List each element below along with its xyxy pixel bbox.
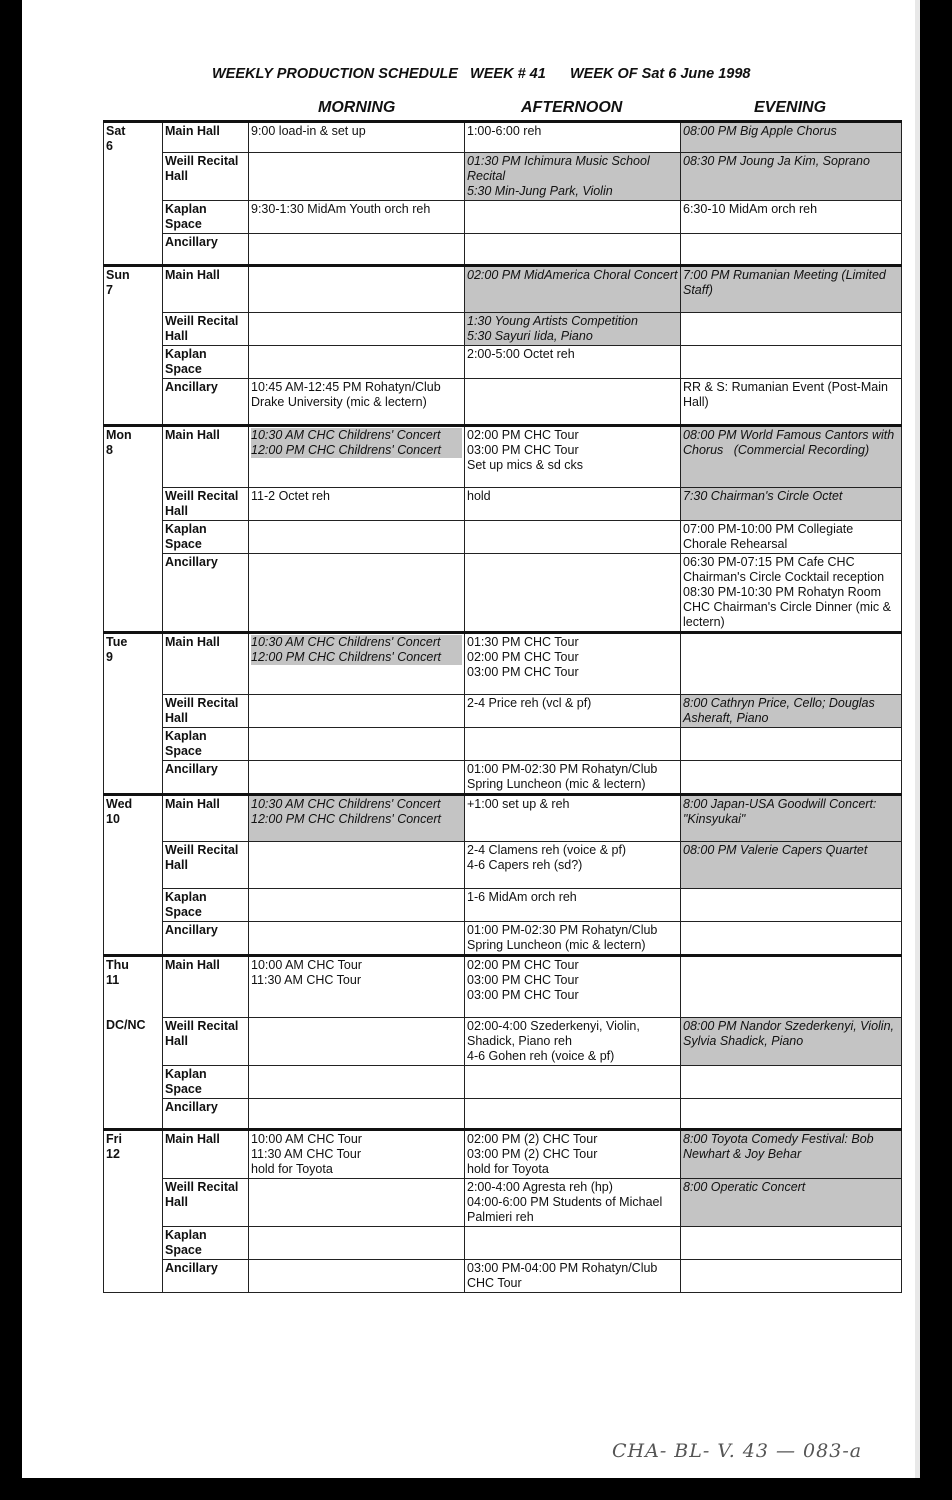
column-header-morning: MORNING bbox=[318, 99, 396, 116]
morning-cell bbox=[249, 266, 465, 313]
schedule-row bbox=[104, 1179, 902, 1227]
venue-label: Ancillary bbox=[163, 761, 249, 795]
event-text: 8:00 Japan-USA Goodwill Concert: "Kinsyukai" bbox=[683, 797, 880, 826]
day-cell bbox=[104, 633, 163, 795]
event-block bbox=[683, 843, 899, 858]
day-label: 11 bbox=[106, 973, 120, 987]
event-block bbox=[683, 555, 899, 630]
morning-cell bbox=[249, 1066, 465, 1099]
schedule-row bbox=[104, 1260, 902, 1293]
event-text: 08:00 PM World Famous Cantors with Chorus (Commercial Recording) bbox=[683, 428, 898, 457]
afternoon-cell bbox=[465, 728, 681, 761]
evening-cell bbox=[681, 346, 902, 379]
venue-label: Main Hall bbox=[163, 633, 249, 695]
day-cell bbox=[104, 122, 163, 266]
event-block bbox=[251, 124, 462, 139]
event-block bbox=[467, 797, 678, 812]
event-block bbox=[467, 1132, 678, 1177]
evening-cell bbox=[681, 1066, 902, 1099]
event-text: 02:00 PM CHC Tour bbox=[467, 958, 579, 972]
event-text: 1:00-6:00 reh bbox=[467, 124, 542, 138]
schedule-row bbox=[104, 426, 902, 488]
event-block bbox=[467, 843, 678, 873]
evening-cell bbox=[681, 266, 902, 313]
evening-cell bbox=[681, 1018, 902, 1066]
venue-label: Kaplan Space bbox=[163, 1227, 249, 1260]
venue-label: Ancillary bbox=[163, 1260, 249, 1293]
evening-cell bbox=[681, 889, 902, 922]
afternoon-cell bbox=[465, 426, 681, 488]
event-text: 03:00 PM (2) CHC Tour bbox=[467, 1147, 598, 1161]
event-text: 10:30 AM CHC Childrens' Concert bbox=[251, 635, 441, 649]
afternoon-cell bbox=[465, 153, 681, 201]
venue-label: Ancillary bbox=[163, 379, 249, 426]
page-edge bbox=[915, 0, 920, 1478]
event-text: hold for Toyota bbox=[467, 1162, 549, 1176]
evening-cell bbox=[681, 695, 902, 728]
afternoon-cell bbox=[465, 1066, 681, 1099]
event-text: 01:30 PM Ichimura Music School Recital bbox=[467, 154, 654, 183]
morning-cell bbox=[249, 1099, 465, 1130]
event-block bbox=[683, 124, 899, 139]
morning-cell bbox=[249, 488, 465, 521]
venue-label: Kaplan Space bbox=[163, 1066, 249, 1099]
event-block bbox=[251, 958, 462, 988]
event-text: hold for Toyota bbox=[251, 1162, 333, 1176]
schedule-row bbox=[104, 795, 902, 842]
schedule-row bbox=[104, 633, 902, 695]
morning-cell bbox=[249, 521, 465, 554]
event-text: hold bbox=[467, 489, 491, 503]
event-text: 06:30 PM-07:15 PM Cafe CHC Chairman's Circle Cocktail reception bbox=[683, 555, 885, 584]
afternoon-cell bbox=[465, 521, 681, 554]
schedule-row bbox=[104, 346, 902, 379]
afternoon-cell bbox=[465, 1018, 681, 1066]
evening-cell bbox=[681, 842, 902, 889]
afternoon-cell bbox=[465, 201, 681, 234]
schedule-row bbox=[104, 1099, 902, 1130]
event-text: 11:30 AM CHC Tour bbox=[251, 973, 362, 987]
event-block bbox=[467, 1180, 678, 1225]
event-block bbox=[467, 1019, 678, 1064]
event-text: 8:00 Cathryn Price, Cello; Douglas Asheraft, Piano bbox=[683, 696, 878, 725]
event-text: 6:30-10 MidAm orch reh bbox=[683, 202, 818, 216]
day-label: 9 bbox=[106, 650, 113, 664]
day-label: Mon bbox=[106, 428, 132, 442]
schedule-title: WEEKLY PRODUCTION SCHEDULE WEEK # 41 WEEK OF Sat 6 June 1998 bbox=[212, 66, 751, 82]
evening-cell bbox=[681, 795, 902, 842]
evening-cell bbox=[681, 122, 902, 153]
morning-cell bbox=[249, 956, 465, 1018]
event-text: +1:00 set up & reh bbox=[467, 797, 570, 811]
afternoon-cell bbox=[465, 554, 681, 633]
evening-cell bbox=[681, 554, 902, 633]
afternoon-cell bbox=[465, 1099, 681, 1130]
afternoon-cell bbox=[465, 379, 681, 426]
schedule-row bbox=[104, 554, 902, 633]
event-text: 7:00 PM Rumanian Meeting (Limited Staff) bbox=[683, 268, 890, 297]
column-header-afternoon: AFTERNOON bbox=[521, 99, 623, 116]
schedule-row bbox=[104, 889, 902, 922]
event-block bbox=[251, 202, 462, 217]
event-block bbox=[683, 380, 899, 410]
event-text: 4-6 Gohen reh (voice & pf) bbox=[467, 1049, 615, 1063]
event-block bbox=[251, 635, 462, 665]
venue-label: Ancillary bbox=[163, 1099, 249, 1130]
event-text: 08:30 PM Joung Ja Kim, Soprano bbox=[683, 154, 870, 168]
event-block bbox=[251, 1132, 462, 1177]
venue-label: Weill Recital Hall bbox=[163, 488, 249, 521]
event-text: 12:00 PM CHC Childrens' Concert bbox=[251, 650, 441, 664]
venue-label: Main Hall bbox=[163, 795, 249, 842]
event-text: 08:00 PM Valerie Capers Quartet bbox=[683, 843, 868, 857]
evening-cell bbox=[681, 201, 902, 234]
event-text: 1-6 MidAm orch reh bbox=[467, 890, 577, 904]
event-block bbox=[467, 124, 678, 139]
evening-cell bbox=[681, 1179, 902, 1227]
afternoon-cell bbox=[465, 633, 681, 695]
event-text: 10:00 AM CHC Tour bbox=[251, 1132, 362, 1146]
venue-label: Weill Recital Hall bbox=[163, 153, 249, 201]
day-cell bbox=[104, 795, 163, 956]
morning-cell bbox=[249, 234, 465, 266]
morning-cell bbox=[249, 695, 465, 728]
event-text: 01:30 PM CHC Tour bbox=[467, 635, 579, 649]
event-block bbox=[683, 522, 899, 552]
event-text: 01:00 PM-02:30 PM Rohatyn/Club Spring Luncheon (mic & lectern) bbox=[467, 762, 661, 791]
schedule-row bbox=[104, 695, 902, 728]
day-cell bbox=[104, 266, 163, 426]
afternoon-cell bbox=[465, 1130, 681, 1179]
schedule-row bbox=[104, 266, 902, 313]
afternoon-cell bbox=[465, 761, 681, 795]
event-block bbox=[683, 428, 899, 458]
venue-label: Weill Recital Hall bbox=[163, 313, 249, 346]
venue-label: Kaplan Space bbox=[163, 889, 249, 922]
event-block bbox=[467, 347, 678, 362]
morning-cell bbox=[249, 201, 465, 234]
morning-cell bbox=[249, 1260, 465, 1293]
schedule-row bbox=[104, 234, 902, 266]
venue-label: Ancillary bbox=[163, 922, 249, 956]
day-cell bbox=[104, 426, 163, 633]
event-text: 01:00 PM-02:30 PM Rohatyn/Club Spring Luncheon (mic & lectern) bbox=[467, 923, 661, 952]
schedule-row bbox=[104, 842, 902, 889]
event-text: RR & S: Rumanian Event (Post-Main Hall) bbox=[683, 380, 892, 409]
day-label bbox=[106, 988, 160, 1003]
evening-cell bbox=[681, 956, 902, 1018]
event-block bbox=[683, 489, 899, 504]
day-label: 8 bbox=[106, 443, 113, 457]
evening-cell bbox=[681, 633, 902, 695]
venue-label: Weill Recital Hall bbox=[163, 842, 249, 889]
day-label: Tue bbox=[106, 635, 128, 649]
morning-cell bbox=[249, 842, 465, 889]
event-text: 2:00-5:00 Octet reh bbox=[467, 347, 575, 361]
afternoon-cell bbox=[465, 842, 681, 889]
morning-cell bbox=[249, 761, 465, 795]
event-text: 11:30 AM CHC Tour bbox=[251, 1147, 362, 1161]
evening-cell bbox=[681, 379, 902, 426]
event-block bbox=[467, 762, 678, 792]
event-block bbox=[683, 1180, 899, 1195]
schedule-row bbox=[104, 521, 902, 554]
event-text: 08:30 PM-10:30 PM Rohatyn Room CHC Chairman's Circle Dinner (mic & lectern) bbox=[683, 585, 895, 629]
schedule-row bbox=[104, 1066, 902, 1099]
venue-label: Kaplan Space bbox=[163, 521, 249, 554]
afternoon-cell bbox=[465, 346, 681, 379]
venue-label: Main Hall bbox=[163, 956, 249, 1018]
afternoon-cell bbox=[465, 1179, 681, 1227]
evening-cell bbox=[681, 1130, 902, 1179]
venue-label: Main Hall bbox=[163, 266, 249, 313]
event-text: 2-4 Price reh (vcl & pf) bbox=[467, 696, 592, 710]
event-block bbox=[467, 268, 678, 283]
event-text: 02:00 PM MidAmerica Choral Concert bbox=[467, 268, 678, 282]
day-cell bbox=[104, 956, 163, 1130]
afternoon-cell bbox=[465, 488, 681, 521]
morning-cell bbox=[249, 313, 465, 346]
archive-handwritten-note: CHA- BL- V. 43 — 083-a bbox=[612, 1440, 863, 1462]
evening-cell bbox=[681, 761, 902, 795]
day-cell bbox=[104, 1130, 163, 1293]
evening-cell bbox=[681, 1260, 902, 1293]
day-label: Sat bbox=[106, 124, 126, 138]
venue-label: Weill Recital Hall bbox=[163, 1018, 249, 1066]
day-label: Wed bbox=[106, 797, 133, 811]
day-label: Sun bbox=[106, 268, 130, 282]
evening-cell bbox=[681, 426, 902, 488]
evening-cell bbox=[681, 1227, 902, 1260]
event-block bbox=[467, 154, 678, 199]
morning-cell bbox=[249, 1227, 465, 1260]
event-text: 02:00 PM CHC Tour bbox=[467, 650, 579, 664]
schedule-row bbox=[104, 313, 902, 346]
evening-cell bbox=[681, 521, 902, 554]
afternoon-cell bbox=[465, 1227, 681, 1260]
event-block bbox=[467, 489, 678, 504]
afternoon-cell bbox=[465, 1260, 681, 1293]
venue-label: Main Hall bbox=[163, 426, 249, 488]
afternoon-cell bbox=[465, 956, 681, 1018]
schedule-row bbox=[104, 922, 902, 956]
event-block bbox=[251, 489, 462, 504]
event-block bbox=[467, 314, 678, 344]
schedule-row bbox=[104, 1227, 902, 1260]
event-text: 03:00 PM-04:00 PM Rohatyn/Club CHC Tour bbox=[467, 1261, 661, 1290]
venue-label: Kaplan Space bbox=[163, 201, 249, 234]
event-text: 02:00 PM CHC Tour bbox=[467, 428, 579, 442]
morning-cell bbox=[249, 922, 465, 956]
event-block bbox=[251, 380, 462, 410]
event-text: 02:00 PM (2) CHC Tour bbox=[467, 1132, 598, 1146]
event-text: 03:00 PM CHC Tour bbox=[467, 665, 579, 679]
venue-label: Kaplan Space bbox=[163, 728, 249, 761]
venue-label: Weill Recital Hall bbox=[163, 695, 249, 728]
event-block bbox=[683, 797, 899, 827]
morning-cell bbox=[249, 379, 465, 426]
morning-cell bbox=[249, 1018, 465, 1066]
column-header-evening: EVENING bbox=[754, 99, 827, 116]
event-block bbox=[467, 635, 678, 680]
event-text: 02:00-4:00 Szederkenyi, Violin, Shadick, Piano reh bbox=[467, 1019, 644, 1048]
morning-cell bbox=[249, 346, 465, 379]
afternoon-cell bbox=[465, 922, 681, 956]
venue-label: Main Hall bbox=[163, 122, 249, 153]
schedule-row bbox=[104, 761, 902, 795]
afternoon-cell bbox=[465, 234, 681, 266]
schedule-row bbox=[104, 201, 902, 234]
schedule-row bbox=[104, 488, 902, 521]
event-block bbox=[683, 1132, 899, 1162]
schedule-row bbox=[104, 153, 902, 201]
event-text: 12:00 PM CHC Childrens' Concert bbox=[251, 443, 441, 457]
event-text: 5:30 Sayuri Iida, Piano bbox=[467, 329, 593, 343]
event-block bbox=[467, 696, 678, 711]
event-block bbox=[467, 958, 678, 1003]
event-text: 1:30 Young Artists Competition bbox=[467, 314, 638, 328]
evening-cell bbox=[681, 488, 902, 521]
morning-cell bbox=[249, 1130, 465, 1179]
day-label: 7 bbox=[106, 283, 113, 297]
morning-cell bbox=[249, 122, 465, 153]
event-block bbox=[683, 202, 899, 217]
event-text: 8:00 Operatic Concert bbox=[683, 1180, 806, 1194]
event-text: 10:00 AM CHC Tour bbox=[251, 958, 362, 972]
schedule-row bbox=[104, 379, 902, 426]
afternoon-cell bbox=[465, 313, 681, 346]
afternoon-cell bbox=[465, 122, 681, 153]
schedule-row bbox=[104, 1130, 902, 1179]
evening-cell bbox=[681, 922, 902, 956]
day-label: DC/NC bbox=[106, 1018, 146, 1032]
event-block bbox=[467, 923, 678, 953]
event-text: 03:00 PM CHC Tour bbox=[467, 988, 579, 1002]
event-text: 9:30-1:30 MidAm Youth orch reh bbox=[251, 202, 431, 216]
event-text: 03:00 PM CHC Tour bbox=[467, 973, 579, 987]
afternoon-cell bbox=[465, 266, 681, 313]
evening-cell bbox=[681, 1099, 902, 1130]
event-text: 2:00-4:00 Agresta reh (hp) bbox=[467, 1180, 613, 1194]
venue-label: Kaplan Space bbox=[163, 346, 249, 379]
event-text: 03:00 PM CHC Tour bbox=[467, 443, 579, 457]
event-text: 7:30 Chairman's Circle Octet bbox=[683, 489, 843, 503]
morning-cell bbox=[249, 795, 465, 842]
morning-cell bbox=[249, 153, 465, 201]
event-text: Set up mics & sd cks bbox=[467, 458, 584, 472]
event-block bbox=[467, 1261, 678, 1291]
event-block bbox=[683, 696, 899, 726]
event-text: 4-6 Capers reh (sd?) bbox=[467, 858, 583, 872]
event-text: 04:00-6:00 PM Students of Michael Palmieri reh bbox=[467, 1195, 666, 1224]
event-block bbox=[467, 890, 678, 905]
event-block bbox=[683, 1019, 899, 1049]
event-block bbox=[251, 428, 462, 458]
schedule-table bbox=[103, 120, 902, 1293]
morning-cell bbox=[249, 728, 465, 761]
event-text: 8:00 Toyota Comedy Festival: Bob Newhart & Joy Behar bbox=[683, 1132, 878, 1161]
morning-cell bbox=[249, 1179, 465, 1227]
event-block bbox=[683, 268, 899, 298]
day-label: 12 bbox=[106, 1147, 120, 1161]
day-label: 10 bbox=[106, 812, 120, 826]
venue-label: Ancillary bbox=[163, 234, 249, 266]
afternoon-cell bbox=[465, 889, 681, 922]
event-text: 10:30 AM CHC Childrens' Concert bbox=[251, 797, 441, 811]
schedule-row bbox=[104, 1018, 902, 1066]
event-text: 07:00 PM-10:00 PM Collegiate Chorale Rehearsal bbox=[683, 522, 857, 551]
day-label: Thu bbox=[106, 958, 129, 972]
event-text: 9:00 load-in & set up bbox=[251, 124, 366, 138]
event-text: 08:00 PM Big Apple Chorus bbox=[683, 124, 837, 138]
morning-cell bbox=[249, 554, 465, 633]
event-text: 10:30 AM CHC Childrens' Concert bbox=[251, 428, 441, 442]
schedule-row bbox=[104, 728, 902, 761]
evening-cell bbox=[681, 234, 902, 266]
schedule-row bbox=[104, 956, 902, 1018]
schedule-body bbox=[104, 122, 902, 1293]
afternoon-cell bbox=[465, 795, 681, 842]
venue-label: Main Hall bbox=[163, 1130, 249, 1179]
event-block bbox=[467, 428, 678, 473]
morning-cell bbox=[249, 426, 465, 488]
event-text: 2-4 Clamens reh (voice & pf) bbox=[467, 843, 627, 857]
event-block bbox=[683, 154, 899, 169]
evening-cell bbox=[681, 313, 902, 346]
morning-cell bbox=[249, 889, 465, 922]
day-label: Fri bbox=[106, 1132, 122, 1146]
evening-cell bbox=[681, 153, 902, 201]
event-text: 5:30 Min-Jung Park, Violin bbox=[467, 184, 613, 198]
day-label bbox=[106, 1003, 160, 1018]
afternoon-cell bbox=[465, 695, 681, 728]
venue-label: Ancillary bbox=[163, 554, 249, 633]
evening-cell bbox=[681, 728, 902, 761]
event-text: 10:45 AM-12:45 PM Rohatyn/Club Drake University (mic & lectern) bbox=[251, 380, 445, 409]
venue-label: Weill Recital Hall bbox=[163, 1179, 249, 1227]
schedule-row bbox=[104, 122, 902, 153]
day-label: 6 bbox=[106, 139, 113, 153]
event-text: 12:00 PM CHC Childrens' Concert bbox=[251, 812, 441, 826]
event-text: 11-2 Octet reh bbox=[251, 489, 330, 503]
event-text: 08:00 PM Nandor Szederkenyi, Violin, Sylvia Shadick, Piano bbox=[683, 1019, 898, 1048]
morning-cell bbox=[249, 633, 465, 695]
event-block bbox=[251, 797, 462, 827]
